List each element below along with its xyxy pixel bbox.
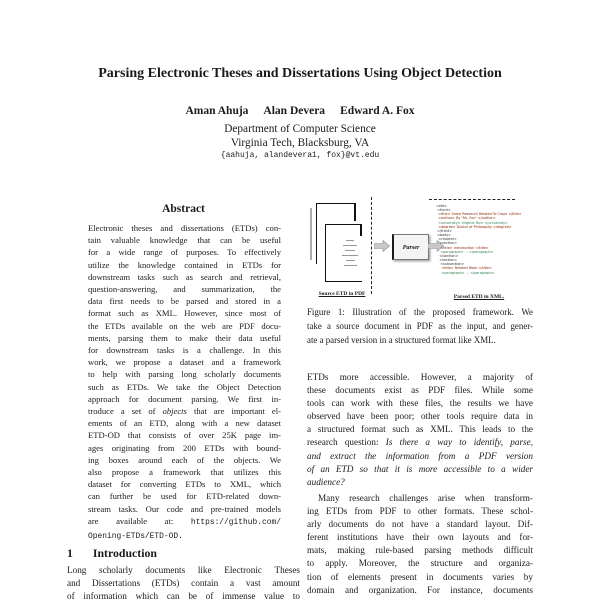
text-line: and extract the information from a PDF version	[307, 450, 533, 461]
text-line: ages originating from 200 ETDs with bound-	[88, 442, 281, 453]
section-heading-introduction	[67, 546, 157, 561]
xml-line: <paragraph> ... </paragraph>	[436, 249, 494, 254]
text-line: take a source document in PDF as the input, and gener-	[307, 320, 533, 331]
xml-line: <front>	[436, 208, 451, 213]
text-line: mats, making rule-based parsing methods difficult	[307, 545, 533, 556]
text-line: ing boxes around each of the objects. We	[88, 454, 281, 465]
text-line: Long scholarly documents like Electronic Theses	[67, 565, 300, 575]
text-line: observed have been poor; other tools require data in	[307, 411, 533, 422]
parser-box-label: Parser	[402, 243, 420, 251]
text-line: also propose a framework that utilizes this	[88, 467, 281, 478]
xml-line: <title> Introduction </title>	[436, 245, 489, 250]
text-line: tain valuable knowledge that can be useful	[88, 235, 281, 246]
xml-snippet	[436, 204, 522, 275]
url-link[interactable]: https://github.com/	[190, 517, 281, 527]
xml-line: </front>	[436, 228, 452, 233]
text-line: question-answering, and summarization, the	[88, 284, 281, 295]
text-line: ements of an ETD, along with a new dataset	[88, 418, 281, 429]
text-line: Electronic theses and dissertations (ETDs) con-	[88, 223, 281, 233]
section-number: 1	[67, 546, 73, 560]
xml-dashed-border	[429, 199, 515, 200]
text-line: are available at: https://github.com/	[88, 515, 281, 527]
xml-line: <body>	[436, 233, 452, 238]
text-line: tools can work with these files, the results we have	[307, 398, 533, 409]
introduction-paragraph	[67, 564, 300, 600]
xml-line: </section>	[436, 253, 459, 258]
text-line: to apply. Moreover, the structure and organiza-	[307, 558, 533, 569]
xml-line: <paragraph> ... </paragraph>	[436, 270, 495, 275]
text-line: data first needs to be parsed and stored in a	[88, 296, 281, 307]
text-line: approach for document parsing. We first in-	[88, 393, 281, 404]
page-edge-bar	[310, 208, 312, 260]
url-link[interactable]: Opening-ETDs/ETD-OD.	[88, 532, 183, 542]
body-paragraph-1	[307, 371, 533, 489]
text-line: a structured format such as XML. This leads to the	[307, 424, 533, 435]
xml-line: <etd>	[436, 204, 448, 208]
xml-line: <author> By "Mr. Fox" </author>	[436, 216, 496, 221]
parsed-xml-label: Parsed ETD in XML.	[453, 294, 505, 300]
section-title: Introduction	[92, 546, 157, 560]
paper-title: Parsing Electronic Theses and Dissertations Using Object Detection	[98, 66, 502, 81]
text-line: Figure 1: Illustration of the proposed framework. We	[307, 307, 533, 317]
text-line: ate a parsed version in a structured format like XML.	[307, 334, 496, 345]
xml-line: <university> Virginia Tech </university>	[436, 220, 508, 225]
text-line: of information which can be of immense value to	[67, 591, 300, 600]
xml-line: <section>	[436, 258, 458, 263]
text-line: downstream tasks such as search and retrieval,	[88, 271, 281, 282]
figure-1-caption	[307, 306, 533, 347]
figure-1-graphic	[307, 196, 533, 304]
text-line: Many research challenges arise when transform-	[318, 493, 533, 503]
text-line: ETDs more accessible. However, a majority of	[307, 372, 533, 382]
abstract-body	[88, 222, 281, 543]
text-line: for downstream tasks is a challenge. In this	[88, 345, 281, 356]
text-line: work, we propose a dataset and a framework	[88, 357, 281, 368]
text-line: domain and organization. For instance, documents	[307, 584, 533, 595]
text-line: ing ETDs from PDF to other formats. These schol-	[307, 506, 533, 517]
text-line: format such as XML. However, since most of	[88, 308, 281, 319]
text-line: research question: Is there a way to identify, parse,	[307, 437, 533, 448]
text-line: utilize the knowledge contained in ETDs for	[88, 259, 281, 270]
author-name: Aman Ahuja	[185, 105, 249, 117]
source-pdf-label: Source ETD in PDF	[318, 291, 366, 297]
abstract-heading: Abstract	[162, 203, 205, 215]
body-paragraph-2	[307, 492, 533, 597]
text-line: can further be used for ETD-related down-	[88, 491, 281, 502]
text-line: of an ETD so that it is more accessible to a wider	[307, 463, 533, 474]
text-line: and Dissertations (ETDs) contain a vast amount	[67, 578, 300, 589]
author-emails: {aahuja, alandevera1, fox}@vt.edu	[220, 151, 380, 160]
xml-line: <degree> Doctor of Philosophy </degree>	[436, 224, 512, 229]
text-line: ferent institutions have their own layouts and for-	[307, 532, 533, 543]
text-line: for a wide range of purposes. To effectively	[88, 247, 281, 258]
author-name: Alan Devera	[263, 105, 326, 117]
text-line: audience?	[307, 476, 345, 487]
text-line: these documents exist as PDF files. While some	[307, 385, 533, 396]
text-line: stream tasks. Our code and pre-trained models	[88, 503, 281, 514]
text-line: to help with parsing long scholarly documents	[88, 369, 281, 380]
text-line: such as ETDs. We take the Object Detection	[88, 381, 281, 392]
right-arrow-icon	[374, 240, 390, 252]
text-line: ments, parsing them to make their data useful	[88, 332, 281, 343]
text-line: tion of elements present in documents varies by	[307, 571, 533, 582]
text-line	[88, 529, 281, 543]
xml-line: <title> Some Research Related To Crops </title>	[436, 212, 522, 217]
text-line: dataset for converting ETDs to XML, which	[88, 479, 281, 490]
affiliation-department: Department of Computer Science	[224, 123, 376, 135]
parser-box	[392, 234, 429, 260]
author-list	[0, 105, 600, 117]
page-content-sketch	[337, 236, 363, 278]
pdf-page-tick	[360, 224, 362, 236]
xml-line: <chapter>	[436, 237, 457, 242]
xml-line: <title> Related Work </title>	[436, 266, 492, 271]
xml-line: <subsection>	[436, 262, 465, 267]
author-name: Edward A. Fox	[340, 105, 415, 117]
xml-line: <section>	[436, 241, 458, 246]
text-line: troduce a set of objects that are important el-	[88, 406, 281, 417]
text-line: arly documents do not have a standard layout. Dif-	[307, 519, 533, 530]
text-line: ETD-OD that consists of over 25K page im-	[88, 430, 281, 441]
dashed-separator-line	[371, 197, 372, 294]
pdf-page-outline-stub	[354, 203, 356, 221]
text-line: the ETDs available on the web are PDF docu-	[88, 320, 281, 331]
affiliation-university: Virginia Tech, Blacksburg, VA	[230, 137, 370, 149]
